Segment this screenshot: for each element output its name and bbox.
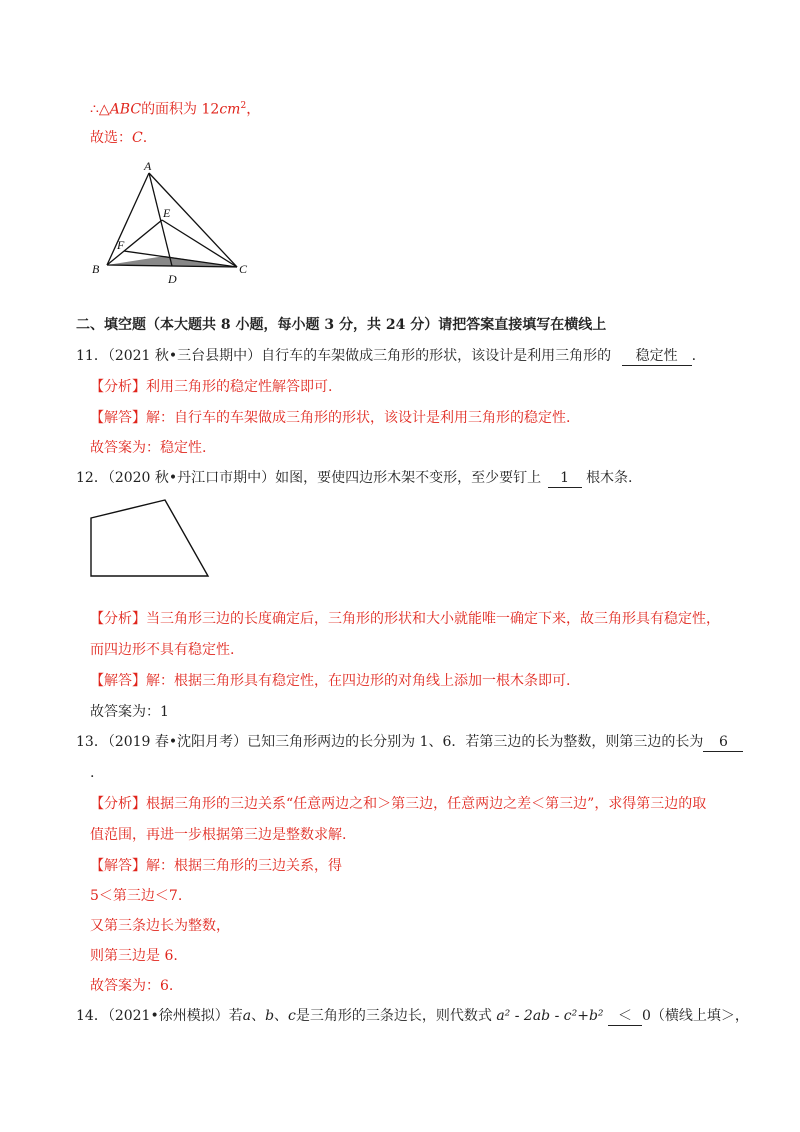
q11-analysis: [90, 377, 332, 397]
q14-stem: 14．（2021•徐州模拟）若: [76, 1008, 243, 1024]
q12-analysis: [90, 609, 720, 629]
prev-unit: cm: [219, 101, 241, 118]
q12-final: 故答案为：1: [90, 704, 169, 720]
solution-tag: 【解答】: [90, 673, 146, 689]
prev-conclusion-line: [90, 96, 260, 120]
quadrilateral-figure: [86, 490, 216, 582]
q14-answer: ＜: [608, 1008, 642, 1026]
q13-solution-text: 解：根据三角形的三边关系，得: [146, 858, 342, 874]
q13-solution: [90, 856, 342, 876]
q13-analysis: [90, 794, 706, 814]
q14-sep: 、: [274, 1008, 289, 1024]
q13-end: .: [90, 765, 95, 781]
q11-answer: 稳定性: [622, 348, 692, 366]
label-b: B: [92, 262, 100, 276]
prev-text: ∴△: [90, 101, 110, 118]
q13-analysis-text: 根据三角形的三边关系“任意两边之和＞第三边，任意两边之差＜第三边”，求得第三边的取: [146, 796, 707, 812]
prev-text: 故选：: [90, 130, 132, 146]
solution-tag: 【解答】: [90, 410, 146, 426]
q11-stem-line: [76, 346, 696, 366]
prev-choice-line: [90, 128, 147, 148]
analysis-tag: 【分析】: [90, 611, 146, 627]
q12-stem-line: [76, 468, 633, 488]
prev-text: 的面积为 12: [141, 101, 220, 118]
q13-step-2: 又第三条边长为整数，: [90, 918, 230, 934]
section-heading: 二、填空题（本大题共 8 小题，每小题 3 分，共 24 分）请把答案直接填写在横线上: [76, 317, 607, 333]
q11-analysis-text: 利用三角形的稳定性解答即可.: [146, 379, 333, 395]
label-a: A: [144, 159, 152, 173]
q13-step-1: 5＜第三边＜7.: [90, 888, 183, 904]
q14-sep: 、: [251, 1008, 266, 1024]
prev-sup: 2: [240, 101, 247, 111]
label-e: E: [163, 206, 171, 220]
triangle-figure: [88, 158, 258, 288]
q12-answer: 1: [548, 470, 582, 488]
q14-end: 0（横线上填＞，: [641, 1008, 749, 1024]
q11-solution-text: 解：自行车的车架做成三角形的形状，该设计是利用三角形的稳定性.: [146, 410, 571, 426]
quadrilateral-frame: [91, 500, 208, 576]
prev-text: .: [142, 130, 148, 146]
q12-analysis-cont: 而四边形不具有稳定性.: [90, 642, 235, 658]
q11-end: .: [691, 348, 697, 364]
q12-solution-text: 解：根据三角形具有稳定性，在四边形的对角线上添加一根木条即可.: [146, 673, 571, 689]
solution-tag: 【解答】: [90, 858, 146, 874]
q11-solution: [90, 408, 570, 428]
q13-final: 故答案为：6.: [90, 978, 174, 994]
analysis-tag: 【分析】: [90, 796, 146, 812]
q11-final: 故答案为：稳定性.: [90, 440, 207, 456]
q13-analysis-cont: 值范围，再进一步根据第三边是整数求解.: [90, 827, 347, 843]
q14-expression: a² - 2ab - c²+b²: [496, 1008, 604, 1024]
q12-stem: 12．（2020 秋•丹江口市期中）如图，要使四边形木架不变形，至少要钉上: [76, 470, 542, 486]
label-c: C: [239, 262, 248, 276]
q14-var-a: a: [242, 1008, 252, 1024]
q13-stem: 13．（2019 春•沈阳月考）已知三角形两边的长分别为 1、6．若第三边的长为整数，则第三边的长为: [76, 734, 704, 750]
q11-stem: 11．（2021 秋•三台县期中）自行车的车架做成三角形的形状，该设计是利用三角形的: [76, 348, 612, 364]
q14-stem-b: 是三角形的三条边长，则代数式: [295, 1008, 492, 1024]
prev-var-abc: ABC: [109, 101, 142, 118]
label-f: F: [117, 238, 125, 252]
label-d: D: [168, 272, 177, 286]
prev-text: ，: [246, 101, 261, 118]
q14-var-b: b: [265, 1008, 275, 1024]
q12-end: 根木条.: [586, 470, 633, 486]
q14-stem-line: [76, 1006, 749, 1026]
analysis-tag: 【分析】: [90, 379, 146, 395]
q13-answer: 6: [703, 734, 743, 752]
prev-choice: C: [132, 130, 143, 146]
q13-stem-line: [76, 732, 743, 752]
q13-step-3: 则第三边是 6.: [90, 948, 178, 964]
q12-analysis-text: 当三角形三边的长度确定后，三角形的形状和大小就能唯一确定下来，故三角形具有稳定性，: [146, 611, 720, 627]
q12-solution: [90, 671, 570, 691]
q14-var-c: c: [288, 1008, 296, 1024]
